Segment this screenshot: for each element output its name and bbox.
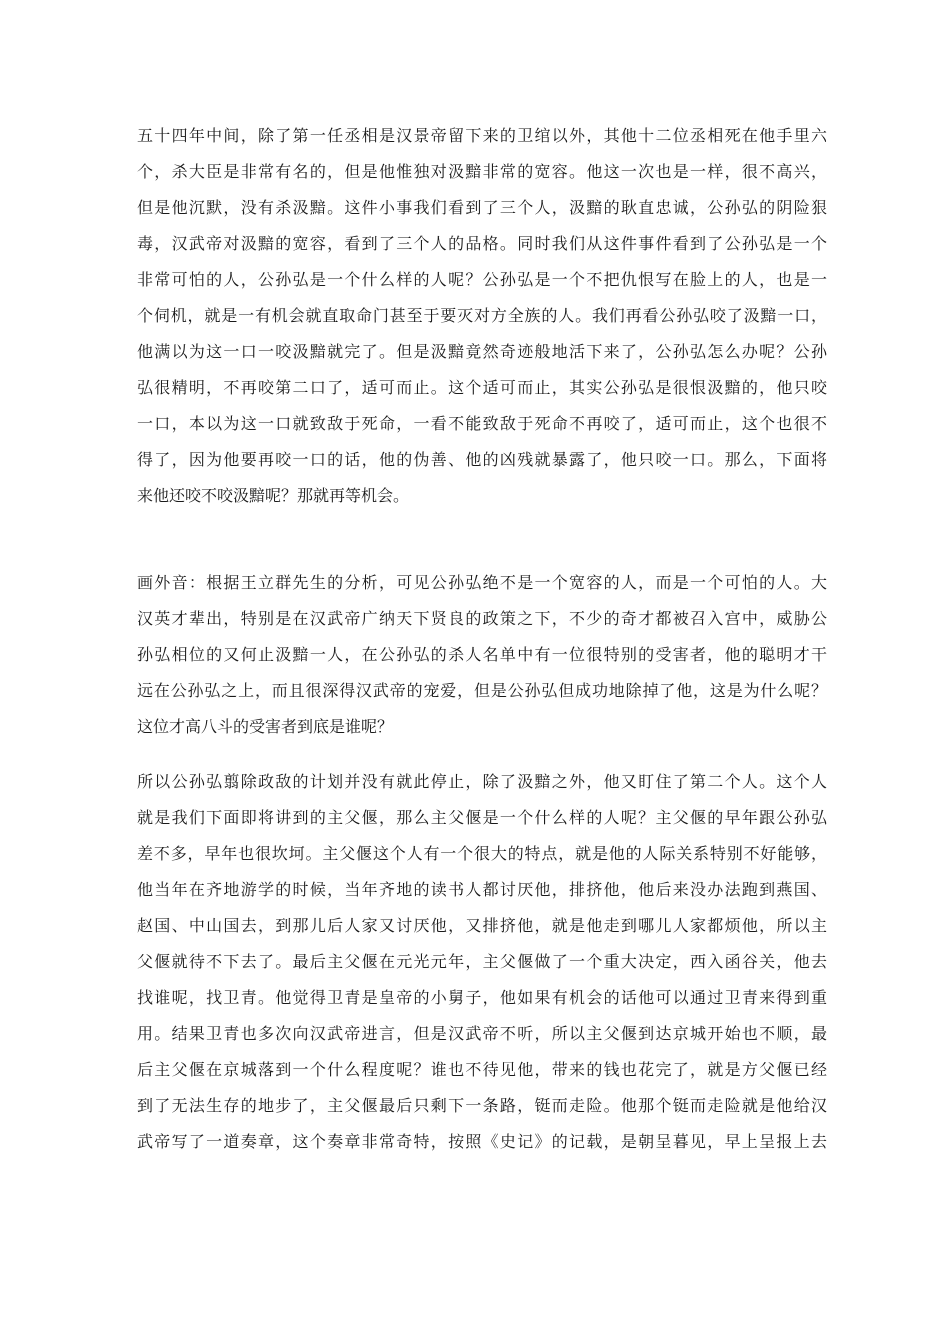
text-line: 五十四年中间，除了第一任丞相是汉景帝留下来的卫绾以外，其他十二位丞相死在他手里六 bbox=[137, 126, 827, 145]
text-line: 远在公孙弘之上，而且很深得汉武帝的宠爱，但是公孙弘但成功地除掉了他，这是为什么呢？ bbox=[137, 681, 827, 700]
text-line: 弘很精明，不再咬第二口了，适可而止。这个适可而止，其实公孙弘是很恨汲黯的，他只咬 bbox=[137, 378, 827, 397]
text-line: 得了，因为他要再咬一口的话，他的伪善、他的凶残就暴露了，他只咬一口。那么，下面将 bbox=[137, 450, 827, 469]
text-line: 来他还咬不咬汲黯呢？那就再等机会。 bbox=[137, 486, 410, 505]
text-line: 他当年在齐地游学的时候，当年齐地的读书人都讨厌他，排挤他，他后来没办法跑到燕国、 bbox=[137, 880, 827, 899]
text-line: 找谁呢，找卫青。他觉得卫青是皇帝的小舅子，他如果有机会的话他可以通过卫青来得到重 bbox=[137, 988, 827, 1007]
text-line: 所以公孙弘翦除政敌的计划并没有就此停止，除了汲黯之外，他又盯住了第二个人。这个人 bbox=[137, 772, 827, 791]
text-line: 到了无法生存的地步了，主父偃最后只剩下一条路，铤而走险。他那个铤而走险就是他给汉 bbox=[137, 1096, 827, 1115]
text-line: 非常可怕的人，公孙弘是一个什么样的人呢？公孙弘是一个不把仇恨写在脸上的人，也是一 bbox=[137, 270, 827, 289]
text-line: 汉英才辈出，特别是在汉武帝广纳天下贤良的政策之下，不少的奇才都被召入宫中，威胁公 bbox=[137, 609, 827, 628]
paragraph-2-voiceover bbox=[137, 573, 827, 736]
text-line: 画外音：根据王立群先生的分析，可见公孙弘绝不是一个宽容的人，而是一个可怕的人。大 bbox=[137, 573, 827, 592]
text-line: 父偃就待不下去了。最后主父偃在元光元年，主父偃做了一个重大决定，西入函谷关，他去 bbox=[137, 952, 827, 971]
text-line: 孙弘相位的又何止汲黯一人，在公孙弘的杀人名单中有一位很特别的受害者，他的聪明才干 bbox=[137, 645, 827, 664]
paragraph-3 bbox=[137, 772, 827, 1168]
text-line: 个伺机，就是一有机会就直取命门甚至于要灭对方全族的人。我们再看公孙弘咬了汲黯一口， bbox=[137, 306, 827, 325]
text-line: 这位才高八斗的受害者到底是谁呢？ bbox=[137, 717, 394, 736]
text-line: 差不多，早年也很坎坷。主父偃这个人有一个很大的特点，就是他的人际关系特别不好能够， bbox=[137, 844, 827, 863]
paragraph-1 bbox=[137, 126, 827, 505]
text-line: 用。结果卫青也多次向汉武帝进言，但是汉武帝不听，所以主父偃到达京城开始也不顺，最 bbox=[137, 1024, 827, 1043]
text-line: 一口，本以为这一口就致敌于死命，一看不能致敌于死命不再咬了，适可而止，这个也很不 bbox=[137, 414, 827, 433]
text-line: 赵国、中山国去，到那儿后人家又讨厌他，又排挤他，就是他走到哪儿人家都烦他，所以主 bbox=[137, 916, 827, 935]
text-line: 个，杀大臣是非常有名的，但是他惟独对汲黯非常的宽容。他这一次也是一样，很不高兴， bbox=[137, 162, 827, 181]
text-line: 但是他沉默，没有杀汲黯。这件小事我们看到了三个人，汲黯的耿直忠诚，公孙弘的阴险狠 bbox=[137, 198, 827, 217]
text-line: 毒，汉武帝对汲黯的宽容，看到了三个人的品格。同时我们从这件事件看到了公孙弘是一个 bbox=[137, 234, 827, 253]
text-line: 武帝写了一道奏章，这个奏章非常奇特，按照《史记》的记载，是朝呈暮见，早上呈报上去 bbox=[137, 1132, 827, 1151]
text-line: 他满以为这一口一咬汲黯就完了。但是汲黯竟然奇迹般地活下来了，公孙弘怎么办呢？公孙 bbox=[137, 342, 827, 361]
text-line: 后主父偃在京城落到一个什么程度呢？谁也不待见他，带来的钱也花完了，就是方父偃已经 bbox=[137, 1060, 827, 1079]
text-line: 就是我们下面即将讲到的主父偃，那么主父偃是一个什么样的人呢？主父偃的早年跟公孙弘 bbox=[137, 808, 827, 827]
